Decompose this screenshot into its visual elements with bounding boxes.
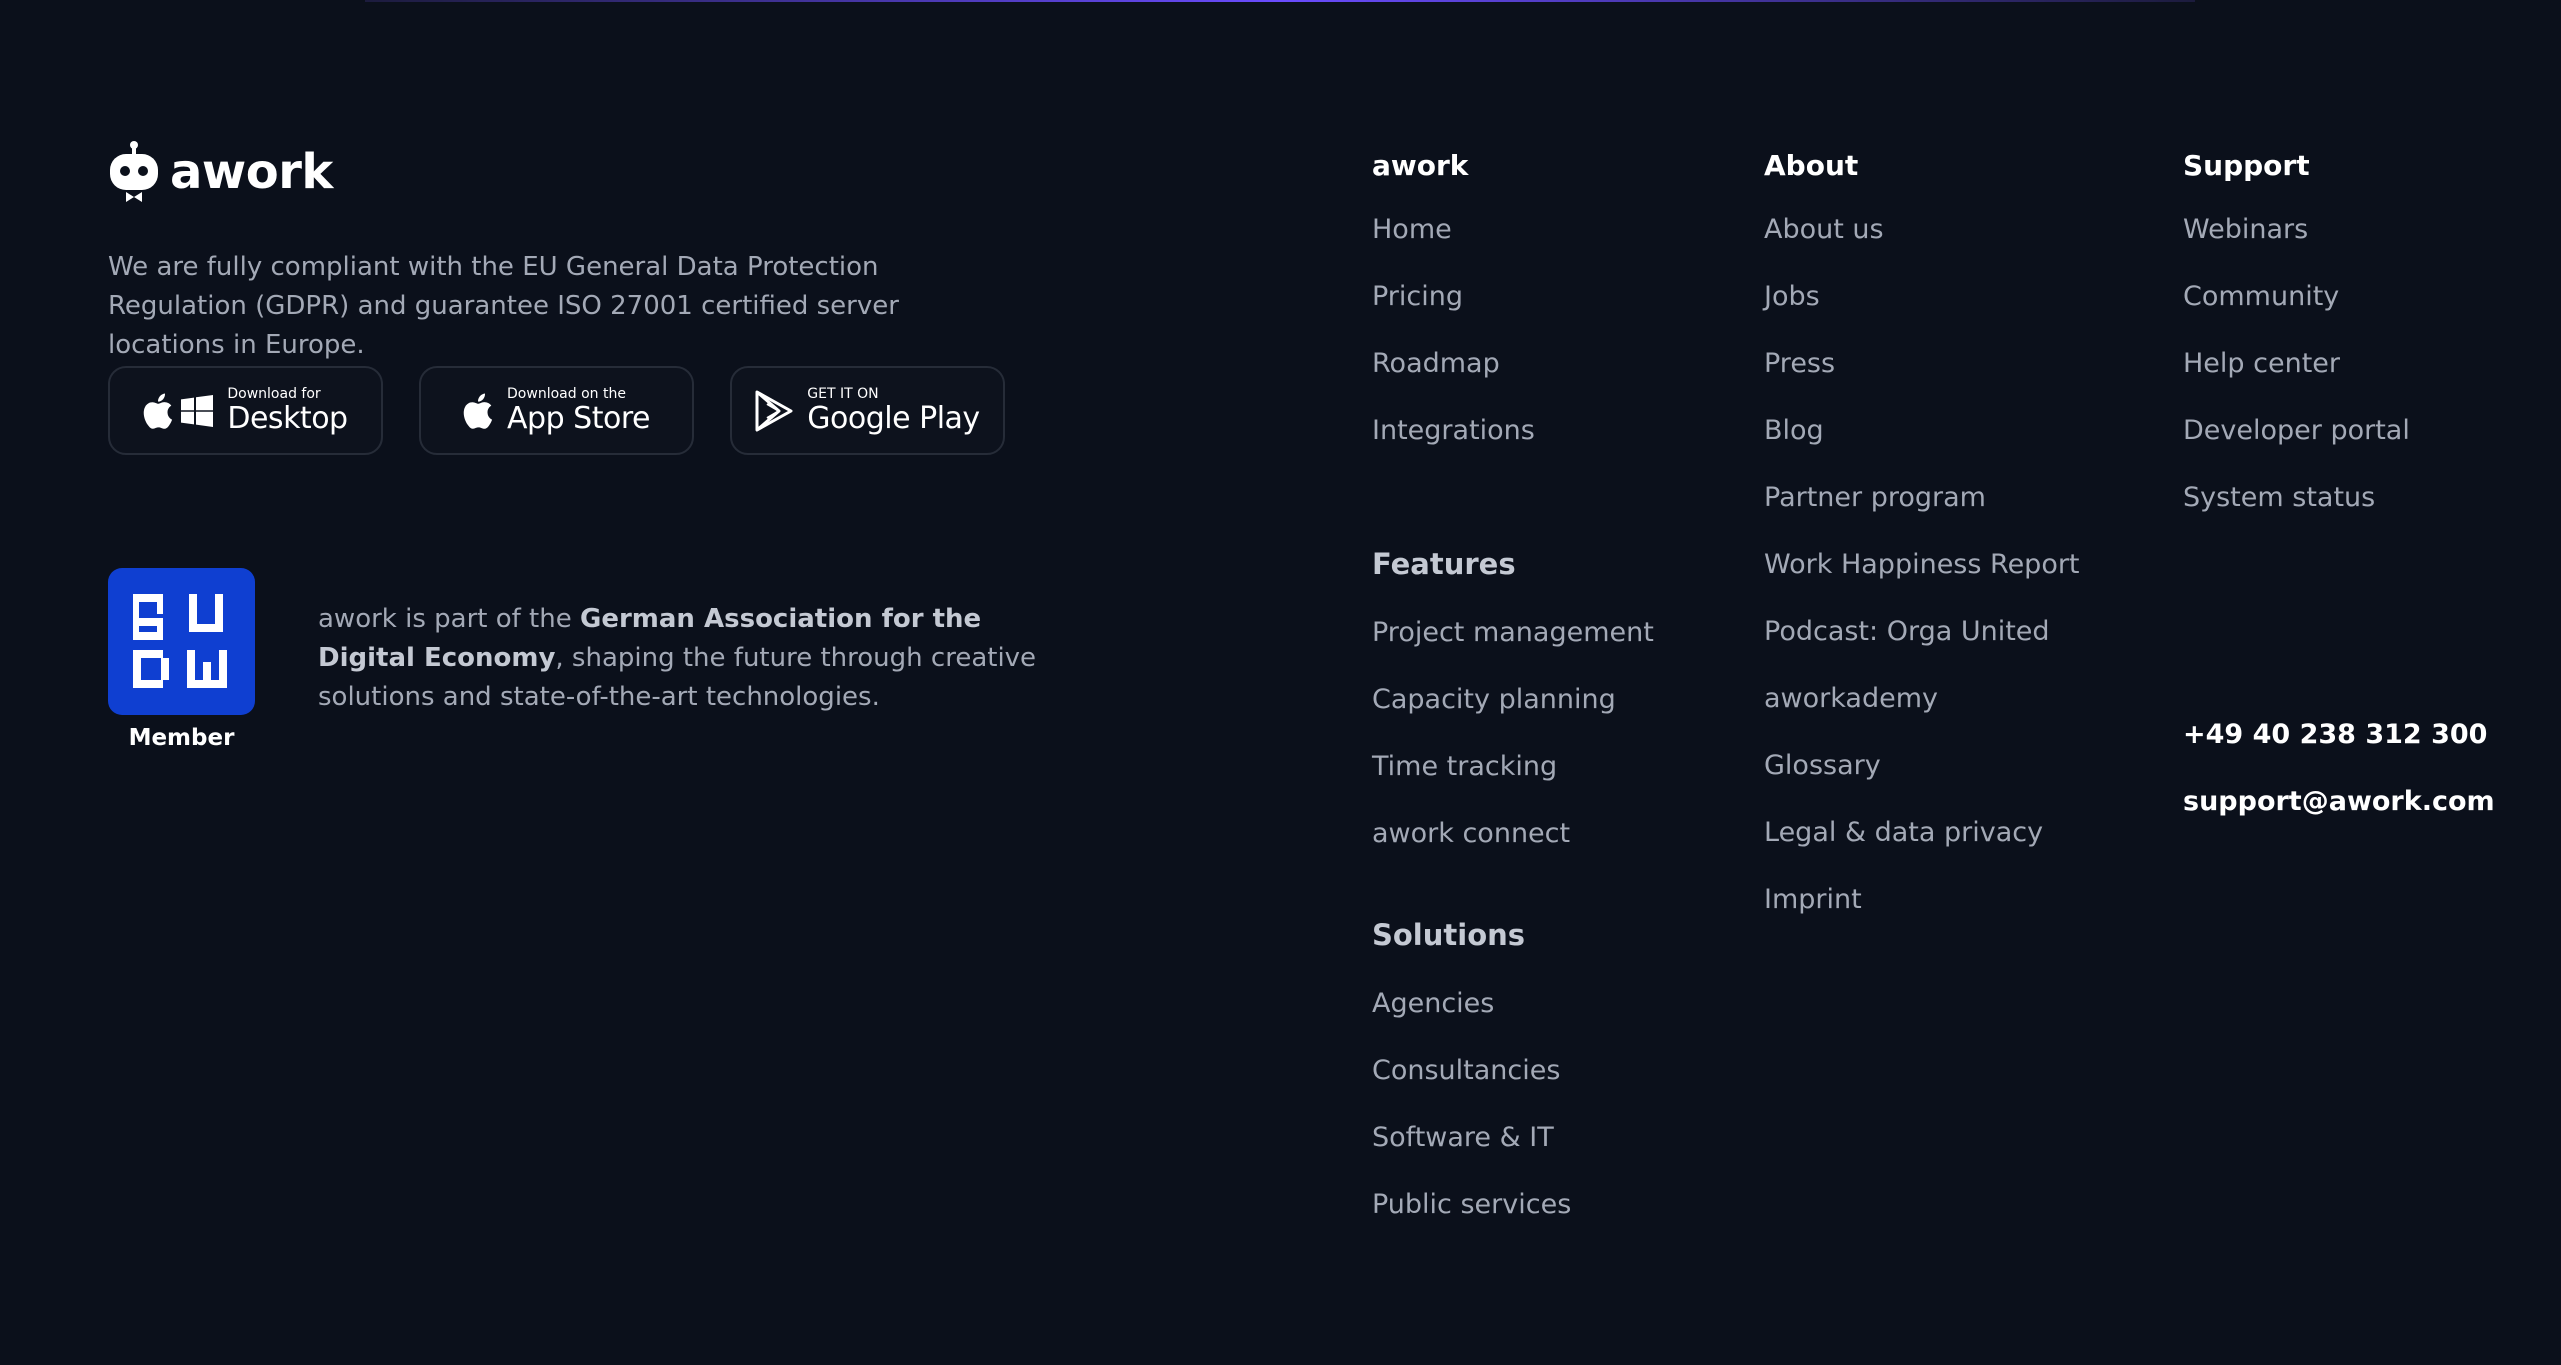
robot-logo-icon (108, 140, 160, 204)
footer-link-partner-program[interactable]: Partner program (1764, 482, 1986, 513)
store-small-label: GET IT ON (807, 386, 879, 402)
footer-link-community[interactable]: Community (2183, 281, 2340, 312)
footer-section-features (1372, 547, 1654, 885)
footer-link-jobs[interactable]: Jobs (1764, 281, 1820, 312)
apple-icon (463, 393, 493, 429)
bvdw-logo (108, 568, 255, 715)
association-text (318, 600, 1038, 717)
download-desktop-button[interactable] (108, 366, 383, 455)
footer-link-imprint[interactable]: Imprint (1764, 884, 1862, 915)
section-heading-solutions: Solutions (1372, 918, 1526, 952)
bvdw-member-badge[interactable] (108, 568, 255, 751)
association-text-prefix: awork is part of the (318, 604, 580, 634)
footer-link-about-us[interactable]: About us (1764, 214, 1884, 245)
support-email-link[interactable]: support@awork.com (2183, 786, 2495, 817)
google-play-icon (755, 390, 793, 432)
footer-link-software-it[interactable]: Software & IT (1372, 1122, 1554, 1153)
section-heading-features: Features (1372, 547, 1516, 581)
download-buttons (108, 366, 1005, 455)
footer-section-solutions (1372, 918, 1571, 1256)
footer-link-integrations[interactable]: Integrations (1372, 415, 1535, 446)
store-small-label: Download on the (507, 386, 626, 402)
footer-link-system-status[interactable]: System status (2183, 482, 2376, 513)
column-heading-about: About (1764, 149, 1859, 182)
footer-link-podcast[interactable]: Podcast: Orga United (1764, 616, 2050, 647)
column-heading-awork: awork (1372, 149, 1469, 182)
footer-link-webinars[interactable]: Webinars (2183, 214, 2309, 245)
footer-link-help-center[interactable]: Help center (2183, 348, 2341, 379)
footer-link-blog[interactable]: Blog (1764, 415, 1824, 446)
column-heading-support: Support (2183, 149, 2310, 182)
footer-link-project-management[interactable]: Project management (1372, 617, 1654, 648)
gdpr-statement: We are fully compliant with the EU General Data Protection Regulation (GDPR) and guarantee ISO 27001 certified server locations in Europe. (108, 252, 899, 360)
windows-icon (181, 395, 213, 427)
support-phone-link[interactable]: +49 40 238 312 300 (2183, 719, 2488, 750)
app-store-button[interactable] (419, 366, 694, 455)
association-text-suffix: , shaping the future through creative solutions and state-of-the-art technologies. (318, 643, 1037, 712)
footer-link-consultancies[interactable]: Consultancies (1372, 1055, 1561, 1086)
footer-link-time-tracking[interactable]: Time tracking (1372, 751, 1558, 782)
support-contact (2183, 718, 2495, 852)
apple-icon (143, 393, 173, 429)
footer-link-press[interactable]: Press (1764, 348, 1836, 379)
google-play-button[interactable] (730, 366, 1005, 455)
store-small-label: Download for (227, 386, 321, 402)
footer-link-agencies[interactable]: Agencies (1372, 988, 1495, 1019)
awork-logo[interactable] (108, 140, 333, 204)
footer-link-awork-connect[interactable]: awork connect (1372, 818, 1571, 849)
top-accent-line (365, 0, 2195, 2)
footer-link-public-services[interactable]: Public services (1372, 1189, 1572, 1220)
store-big-label: Google Play (807, 401, 980, 436)
footer-link-home[interactable]: Home (1372, 214, 1452, 245)
store-big-label: Desktop (227, 401, 348, 436)
member-label: Member (128, 725, 235, 751)
store-big-label: App Store (507, 401, 650, 436)
footer-link-work-happiness-report[interactable]: Work Happiness Report (1764, 549, 2080, 580)
footer-link-pricing[interactable]: Pricing (1372, 281, 1464, 312)
logo-wordmark: awork (170, 144, 333, 200)
bvdw-logo-icon (127, 588, 237, 696)
footer-link-developer-portal[interactable]: Developer portal (2183, 415, 2410, 446)
footer-link-aworkademy[interactable]: aworkademy (1764, 683, 1938, 714)
association-name[interactable]: German Association for the Digital Economy (318, 604, 982, 673)
footer-column-awork (1372, 148, 1535, 482)
footer-link-legal-privacy[interactable]: Legal & data privacy (1764, 817, 2044, 848)
footer-link-glossary[interactable]: Glossary (1764, 750, 1881, 781)
footer-column-about (1764, 148, 2080, 951)
footer-link-capacity-planning[interactable]: Capacity planning (1372, 684, 1616, 715)
footer-column-support (2183, 148, 2410, 549)
footer-link-roadmap[interactable]: Roadmap (1372, 348, 1500, 379)
